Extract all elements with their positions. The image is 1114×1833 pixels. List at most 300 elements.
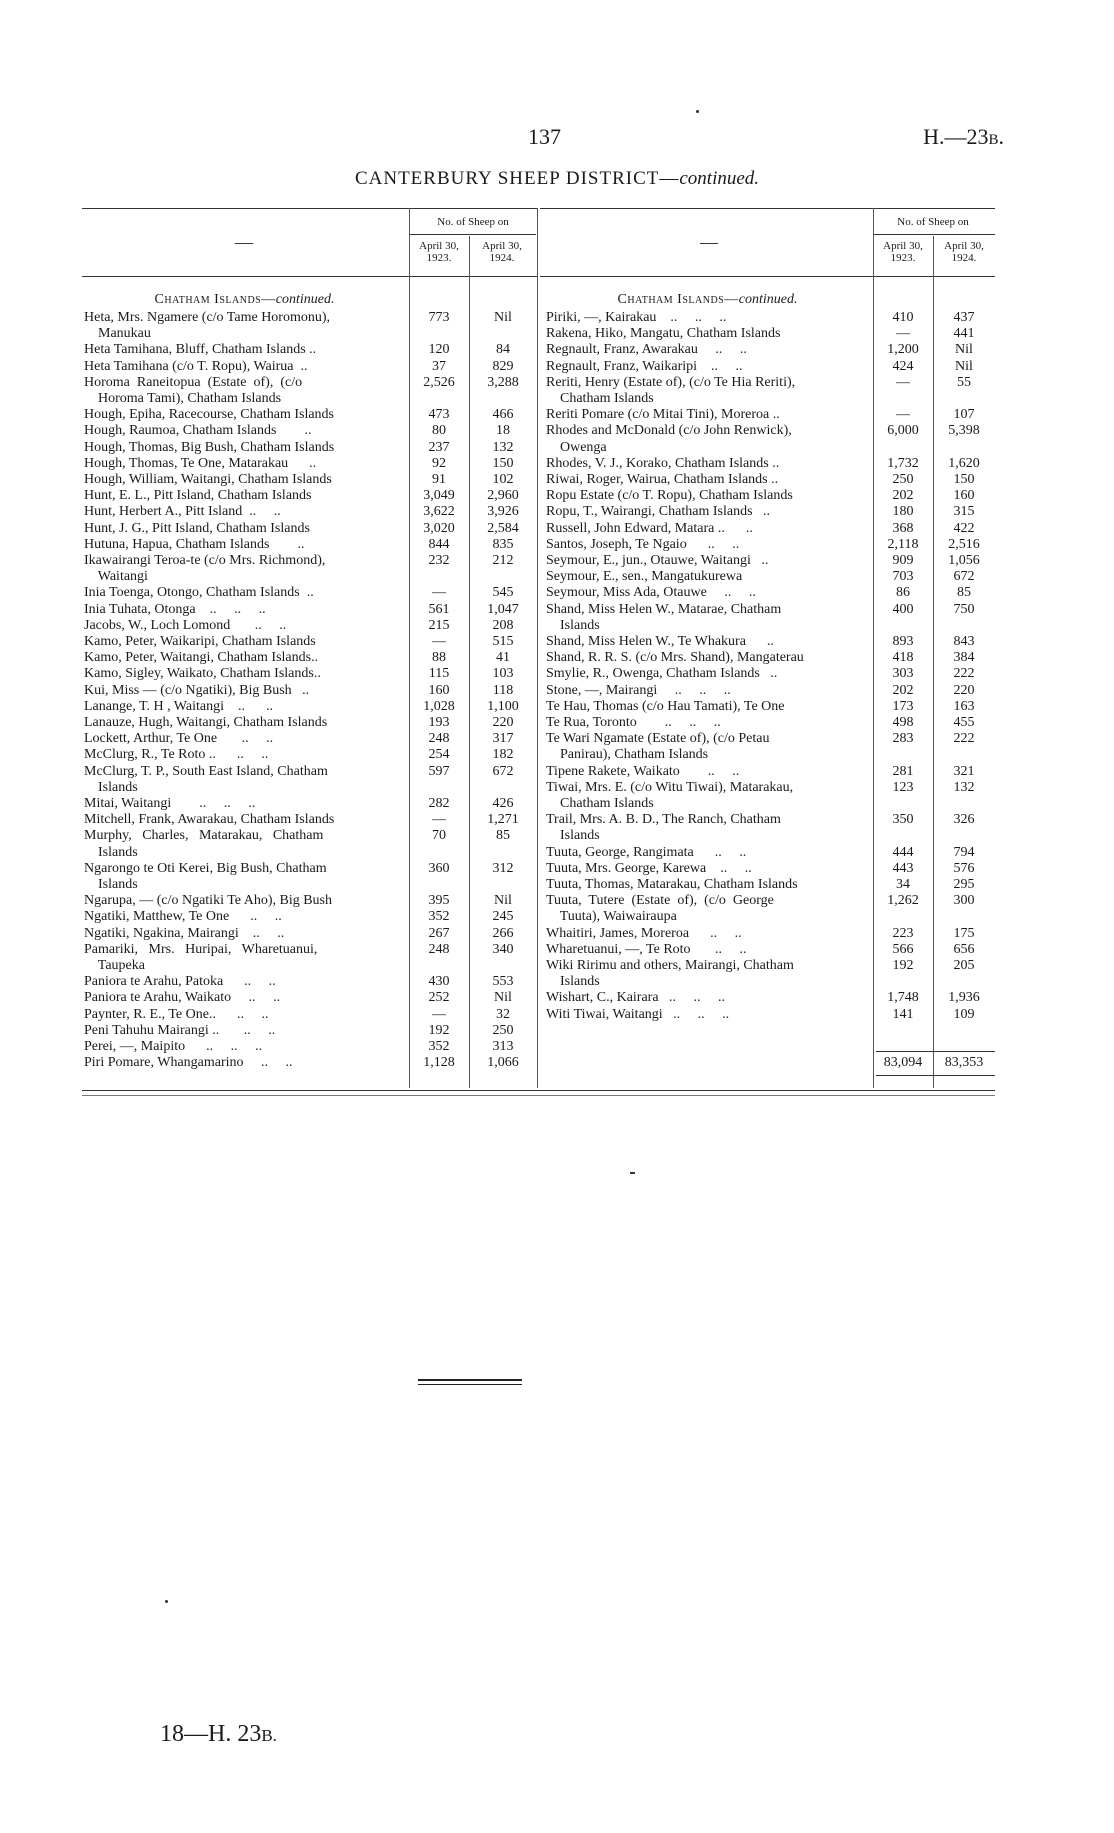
table-row: [84, 942, 536, 958]
sheep-1924: 426: [492, 796, 514, 811]
sheep-1923: 360: [428, 860, 450, 876]
sheep-1924: 85: [957, 585, 971, 601]
table-row: [546, 861, 994, 877]
sheep-1924: 5,398: [948, 423, 980, 439]
table-row: [84, 423, 536, 439]
holder-name: McClurg, T. P., South East Island, Chatham: [84, 763, 328, 779]
table-row: [546, 780, 994, 796]
total-1923: 83,094: [883, 1055, 923, 1070]
sheep-1924: 245: [492, 909, 514, 925]
table-row: [84, 342, 536, 358]
sheep-1924: 150: [953, 472, 975, 487]
holder-name: Peni Tahuhu Mairangi .. .. ..: [84, 1022, 276, 1038]
sheep-1923: 6,000: [887, 423, 919, 439]
holder-name: Lanange, T. H , Waitangi .. ..: [84, 698, 273, 714]
table-row: [546, 326, 994, 342]
table-row: [84, 359, 536, 375]
table-row: [546, 683, 994, 699]
holder-name: Heta, Mrs. Ngamere (c/o Tame Horomonu),: [84, 310, 331, 325]
sheep-1923: 1,748: [887, 990, 919, 1006]
sheep-1924: 220: [492, 715, 514, 730]
sheep-1924: Nil: [955, 342, 973, 358]
table-top-rule: [540, 208, 995, 209]
holder-name: Reriti Pomare (c/o Mitai Tini), Moreroa ..: [546, 407, 780, 423]
sheep-1924: 150: [492, 455, 514, 471]
sheep-1924: 18: [496, 423, 510, 439]
table-row: [546, 585, 994, 601]
holder-name: Waitangi: [84, 569, 148, 585]
sheep-1924: Nil: [494, 893, 512, 909]
sheep-1924: 312: [492, 860, 514, 876]
sheep-1924: 132: [492, 439, 514, 455]
total-top-rule: [876, 1051, 995, 1052]
col-april-1924-header: April 30, 1924.: [482, 240, 522, 264]
sheep-1924: 835: [492, 536, 514, 552]
holder-name: McClurg, R., Te Roto .. .. ..: [84, 747, 269, 763]
sheep-1924: 829: [492, 358, 514, 374]
holder-name: Te Hau, Thomas (c/o Hau Tamati), Te One: [546, 698, 785, 714]
holder-name: Islands: [84, 877, 138, 892]
sheep-1924: 545: [492, 585, 514, 601]
table-row: [546, 926, 994, 942]
sheep-1923: 160: [428, 682, 450, 698]
sheep-count-group-header: No. of Sheep on: [437, 216, 509, 228]
holder-name: Trail, Mrs. A. B. D., The Ranch, Chatham: [546, 812, 781, 828]
holder-name: Perei, —, Maipito .. .. ..: [84, 1039, 263, 1054]
table-row: [84, 504, 536, 520]
holder-name: Islands: [546, 974, 600, 990]
sheep-1924: 109: [953, 1006, 975, 1022]
sheep-1923: 430: [428, 974, 450, 990]
sheep-1924: 55: [957, 374, 971, 390]
table-row: [84, 926, 536, 942]
end-rule: [418, 1379, 522, 1381]
holder-name: Ngarongo te Oti Kerei, Big Bush, Chatham: [84, 860, 327, 876]
holder-name: Paniora te Arahu, Patoka .. ..: [84, 974, 276, 990]
sheep-1924: Nil: [955, 358, 973, 374]
sheep-1924: 515: [492, 634, 514, 649]
table-row: [84, 569, 536, 585]
sheep-1923: 91: [432, 472, 446, 487]
holder-name: Ngatiki, Ngakina, Mairangi .. ..: [84, 925, 285, 941]
sheep-1924: 208: [492, 617, 514, 633]
sheep-1923: 418: [892, 650, 914, 666]
holder-name: Regnault, Franz, Awarakau .. ..: [546, 342, 747, 358]
sheep-1923: 597: [428, 763, 450, 779]
sheep-1923: 303: [892, 666, 914, 682]
sheep-1923: 561: [428, 601, 450, 617]
table-row: [84, 958, 536, 974]
table-row: [546, 974, 994, 990]
holder-name: Rhodes and McDonald (c/o John Renwick),: [546, 423, 792, 439]
table-row: [84, 1007, 536, 1023]
holder-name: Ropu, T., Wairangi, Chatham Islands ..: [546, 504, 771, 520]
holder-name: Tuuta, Thomas, Matarakau, Chatham Islands: [546, 877, 798, 892]
sheep-1923: 232: [428, 553, 450, 568]
holder-name: Shand, R. R. S. (c/o Mrs. Shand), Mangaterau: [546, 650, 804, 666]
table-row: [546, 553, 994, 569]
table-row: [84, 310, 536, 326]
table-row: [546, 958, 994, 974]
table-row: [84, 764, 536, 780]
sheep-1924: 315: [953, 504, 975, 520]
sheep-1924: 295: [953, 877, 975, 892]
holder-name: Ropu Estate (c/o T. Ropu), Chatham Islands: [546, 488, 793, 504]
sheep-1924: 326: [953, 812, 975, 828]
sheep-1924: 1,271: [487, 812, 519, 828]
total-1924: 83,353: [944, 1055, 984, 1070]
table-row: [84, 990, 536, 1006]
holder-name: Tipene Rakete, Waikato .. ..: [546, 763, 740, 779]
holder-name: Ikawairangi Teroa-te (c/o Mrs. Richmond),: [84, 553, 326, 568]
sheep-1923: 1,128: [423, 1055, 455, 1071]
holder-name: Chatham Islands: [546, 796, 654, 811]
table-row: [546, 812, 994, 828]
sheep-1924: 317: [492, 731, 514, 747]
table-row: [546, 537, 994, 553]
sheep-1923: 237: [428, 439, 450, 455]
table-row: [546, 359, 994, 375]
sheep-1923: 444: [892, 844, 914, 860]
holder-name: Ngatiki, Matthew, Te One .. ..: [84, 909, 282, 925]
table-row: [84, 585, 536, 601]
table-row: [546, 893, 994, 909]
holder-name: Murphy, Charles, Matarakau, Chatham: [84, 828, 324, 844]
table-row: [546, 715, 994, 731]
table-row: [546, 845, 994, 861]
holder-name: Tuuta, Mrs. George, Karewa .. ..: [546, 860, 752, 876]
table-row: [84, 699, 536, 715]
holder-name: Rakena, Hiko, Mangatu, Chatham Islands: [546, 326, 781, 342]
table-row: [546, 407, 994, 423]
table-row: [546, 488, 994, 504]
sheep-1924: 266: [492, 925, 514, 941]
holder-name: Ngarupa, — (c/o Ngatiki Te Aho), Big Bush: [84, 893, 333, 909]
sheep-1924: 1,936: [948, 990, 980, 1006]
table-row: [84, 812, 536, 828]
sheep-1923: 86: [896, 585, 910, 601]
sheep-1924: 843: [953, 634, 975, 649]
sheep-1923: 352: [428, 909, 450, 925]
holder-name: Kamo, Peter, Waitangi, Chatham Islands..: [84, 650, 319, 666]
table-row: [84, 666, 536, 682]
sheep-1924: 672: [492, 763, 514, 779]
sheep-1923: —: [432, 634, 446, 649]
table-row: [546, 440, 994, 456]
table-row: [546, 909, 994, 925]
sheep-1923: 248: [428, 941, 450, 957]
sheep-1923: —: [432, 812, 446, 828]
holder-name: Horoma Raneitopua (Estate of), (c/o: [84, 374, 303, 390]
holder-name: Lanauze, Hugh, Waitangi, Chatham Islands: [84, 715, 328, 730]
sheep-1924: 1,056: [948, 553, 980, 568]
holder-name: Heta Tamihana, Bluff, Chatham Islands ..: [84, 342, 317, 358]
sheep-1923: 267: [428, 925, 450, 941]
sheep-1923: 773: [428, 310, 450, 325]
total-bottom-rule: [876, 1075, 995, 1076]
table-row: [84, 634, 536, 650]
holder-name: Smylie, R., Owenga, Chatham Islands ..: [546, 666, 778, 682]
sheep-1923: 909: [892, 553, 914, 568]
sheep-1924: 2,516: [948, 536, 980, 552]
sheep-1923: 173: [892, 698, 914, 714]
sheep-1924: 3,288: [487, 374, 519, 390]
holder-name: Tiwai, Mrs. E. (c/o Witu Tiwai), Matarakau,: [546, 779, 794, 795]
table-row: [546, 456, 994, 472]
holder-name: Mitai, Waitangi .. .. ..: [84, 796, 256, 811]
sheep-1923: —: [896, 326, 910, 342]
table-row: [546, 942, 994, 958]
name-column-header: —: [235, 232, 253, 252]
table-bottom-rule: [82, 1095, 995, 1096]
table-row: [546, 472, 994, 488]
sheep-1923: —: [432, 585, 446, 601]
sheep-1924: 132: [953, 779, 975, 795]
sheep-1923: 352: [428, 1039, 450, 1054]
table-row: [546, 796, 994, 812]
sheep-1924: 750: [953, 601, 975, 617]
holder-name: Islands: [546, 828, 600, 844]
sheep-1924: 441: [953, 326, 975, 342]
sheep-1924: 422: [953, 520, 975, 536]
sheep-1923: 395: [428, 893, 450, 909]
holder-name: Hunt, J. G., Pitt Island, Chatham Islands: [84, 520, 310, 536]
table-row: [84, 731, 536, 747]
col-april-1923-header: April 30, 1923.: [419, 240, 459, 264]
sheep-1924: 2,584: [487, 520, 519, 536]
print-speck: [696, 110, 699, 113]
holder-name: Seymour, E., jun., Otauwe, Waitangi ..: [546, 553, 769, 568]
sheep-1924: 85: [496, 828, 510, 844]
table-row: [84, 407, 536, 423]
col-april-1923-header: April 30, 1923.: [883, 240, 923, 264]
table-row: [546, 877, 994, 893]
holder-name: Owenga: [546, 439, 607, 455]
holder-name: Taupeka: [84, 958, 145, 973]
sheep-1923: 1,262: [887, 893, 919, 909]
holder-name: Pamariki, Mrs. Huripai, Wharetuanui,: [84, 941, 318, 957]
sheep-1924: 175: [953, 925, 975, 941]
sheep-1924: 118: [492, 682, 514, 698]
holder-name: Riwai, Roger, Wairua, Chatham Islands ..: [546, 472, 779, 487]
sheep-1923: 703: [892, 569, 914, 585]
table-row: [84, 537, 536, 553]
column-divider: [537, 208, 538, 1088]
table-row: [546, 828, 994, 844]
sheep-1924: 3,926: [487, 504, 519, 520]
sheep-1924: Nil: [494, 990, 512, 1006]
sheep-1923: 180: [892, 504, 914, 520]
table-row: [546, 602, 994, 618]
holder-name: Horoma Tami), Chatham Islands: [84, 391, 282, 406]
holder-name: Jacobs, W., Loch Lomond .. ..: [84, 617, 287, 633]
sheep-1923: 192: [428, 1022, 450, 1038]
sheep-1924: 163: [953, 698, 975, 714]
holder-name: Hough, Thomas, Te One, Matarakau ..: [84, 455, 317, 471]
holder-name: Hough, Raumoa, Chatham Islands ..: [84, 423, 312, 439]
holder-name: Heta Tamihana (c/o T. Ropu), Wairua ..: [84, 358, 308, 374]
sheep-1924: 437: [953, 310, 975, 325]
table-row: [84, 553, 536, 569]
sheep-1923: 400: [892, 601, 914, 617]
sheep-1924: 794: [953, 844, 975, 860]
holder-name: Te Wari Ngamate (Estate of), (c/o Petau: [546, 731, 770, 747]
sheep-1924: 222: [953, 666, 975, 682]
sheep-1924: 340: [492, 941, 514, 957]
sheep-1923: 192: [892, 958, 914, 973]
table-row: [84, 715, 536, 731]
sheep-1923: 566: [892, 941, 914, 957]
print-speck: [165, 1600, 168, 1603]
table-row: [546, 699, 994, 715]
holder-name: Witi Tiwai, Waitangi .. .. ..: [546, 1006, 730, 1022]
holder-name: Paniora te Arahu, Waikato .. ..: [84, 990, 281, 1006]
sheep-1923: 254: [428, 747, 450, 763]
table-row: [546, 747, 994, 763]
table-row: [546, 310, 994, 326]
holder-name: Reriti, Henry (Estate of), (c/o Te Hia Reriti),: [546, 374, 796, 390]
holder-name: Kui, Miss — (c/o Ngatiki), Big Bush ..: [84, 682, 310, 698]
table-row: [546, 342, 994, 358]
sheep-1923: —: [896, 407, 910, 423]
end-rule: [418, 1384, 522, 1385]
table-row: [546, 731, 994, 747]
sheep-1923: 250: [892, 472, 914, 487]
sheep-1923: 410: [892, 310, 914, 325]
table-top-rule: [82, 208, 537, 209]
sheep-1923: 1,732: [887, 455, 919, 471]
sheep-1924: 182: [492, 747, 514, 763]
table-row: [84, 375, 536, 391]
table-bottom-rule: [82, 1090, 995, 1091]
table-row: [84, 1055, 536, 1071]
sheep-1924: 2,960: [487, 488, 519, 504]
sheep-1923: 70: [432, 828, 446, 844]
table-row: [84, 909, 536, 925]
holder-name: Seymour, Miss Ada, Otauwe .. ..: [546, 585, 756, 601]
holder-name: Wishart, C., Kairara .. .. ..: [546, 990, 726, 1006]
holder-name: Islands: [84, 844, 138, 860]
sheep-1923: 498: [892, 715, 914, 730]
sheep-1924: 455: [953, 715, 975, 730]
holder-name: Manukau: [84, 326, 151, 342]
page-number: 137: [528, 124, 561, 149]
sheep-1924: 250: [492, 1022, 514, 1038]
table-row: [84, 893, 536, 909]
table-row: [84, 650, 536, 666]
holder-name: Islands: [84, 779, 138, 795]
sheep-1924: 300: [953, 893, 975, 909]
table-row: [84, 796, 536, 812]
holder-name: Kamo, Peter, Waikaripi, Chatham Islands: [84, 634, 316, 649]
sheep-1924: 466: [492, 407, 514, 423]
sheep-1923: 248: [428, 731, 450, 747]
sheep-1923: 281: [892, 763, 914, 779]
holder-name: Lockett, Arthur, Te One .. ..: [84, 731, 274, 747]
holder-name: Tuuta, Tutere (Estate of), (c/o George: [546, 893, 774, 909]
sheep-1923: 92: [432, 455, 446, 471]
group-header-rule: [874, 234, 995, 235]
sheep-1923: 424: [892, 358, 914, 374]
sheep-1923: 34: [896, 877, 910, 892]
holder-name: Hutuna, Hapua, Chatham Islands ..: [84, 536, 305, 552]
sheep-1924: 41: [496, 650, 510, 666]
sheep-1923: 223: [892, 925, 914, 941]
table-row: [546, 634, 994, 650]
table-row: [84, 828, 536, 844]
sheep-1924: 656: [953, 941, 975, 957]
sheep-1923: 473: [428, 407, 450, 423]
holder-name: Rhodes, V. J., Korako, Chatham Islands ..: [546, 455, 780, 471]
sheep-1923: 282: [428, 796, 450, 811]
table-row: [546, 666, 994, 682]
holder-name: Hough, Epiha, Racecourse, Chatham Islands: [84, 407, 334, 423]
table-row: [84, 747, 536, 763]
sheep-1923: 215: [428, 617, 450, 633]
sheep-1923: 443: [892, 860, 914, 876]
sheep-1923: —: [896, 374, 910, 390]
holder-name: Stone, —, Mairangi .. .. ..: [546, 682, 731, 698]
sheep-1923: —: [432, 1006, 446, 1022]
table-row: [84, 521, 536, 537]
sheep-1923: 1,028: [423, 698, 455, 714]
holder-name: Santos, Joseph, Te Ngaio .. ..: [546, 536, 740, 552]
sheep-1924: 384: [953, 650, 975, 666]
header-bottom-rule: [540, 276, 995, 277]
page-title: CANTERBURY SHEEP DISTRICT—continued.: [354, 168, 760, 189]
table-row: [84, 602, 536, 618]
holder-name: Hunt, Herbert A., Pitt Island .. ..: [84, 504, 281, 520]
table-row: [546, 618, 994, 634]
table-row: [546, 650, 994, 666]
sheep-1923: 3,049: [423, 488, 455, 504]
holder-name: Piriki, —, Kairakau .. .. ..: [546, 310, 727, 325]
holder-name: Tuuta, George, Rangimata .. ..: [546, 844, 747, 860]
holder-name: Te Rua, Toronto .. .. ..: [546, 715, 721, 730]
holder-name: Hunt, E. L., Pitt Island, Chatham Islands: [84, 488, 312, 504]
sheep-count-group-header: No. of Sheep on: [897, 216, 969, 228]
sheep-1923: 1,200: [887, 342, 919, 358]
sheep-1923: 283: [892, 731, 914, 747]
sheep-1924: 1,047: [487, 601, 519, 617]
sheep-1924: Nil: [494, 310, 512, 325]
table-row: [84, 845, 536, 861]
table-row: [84, 440, 536, 456]
sheep-1924: 107: [953, 407, 975, 423]
sheep-1923: 2,526: [423, 374, 455, 390]
table-row: [84, 974, 536, 990]
sheep-1923: 141: [892, 1006, 914, 1022]
holder-name: Hough, Thomas, Big Bush, Chatham Islands: [84, 439, 335, 455]
sheep-1923: 120: [428, 342, 450, 358]
holder-name: Regnault, Franz, Waikaripi .. ..: [546, 358, 743, 374]
table-row: [546, 569, 994, 585]
sheep-1923: 252: [428, 990, 450, 1006]
table-row: [84, 861, 536, 877]
sheep-1924: 321: [953, 763, 975, 779]
sheep-1924: 1,066: [487, 1055, 519, 1071]
sheep-1924: 1,620: [948, 455, 980, 471]
sheep-1923: 2,118: [887, 536, 919, 552]
table-row: [84, 391, 536, 407]
table-row: [84, 618, 536, 634]
section-heading: Chatham Islands—continued.: [617, 292, 798, 307]
sheep-1923: 123: [892, 779, 914, 795]
sheep-1924: 553: [492, 974, 514, 990]
name-column-header: —: [700, 232, 718, 252]
document-reference: H.—23B.: [923, 124, 1004, 149]
holder-name: Russell, John Edward, Matara .. ..: [546, 520, 753, 536]
